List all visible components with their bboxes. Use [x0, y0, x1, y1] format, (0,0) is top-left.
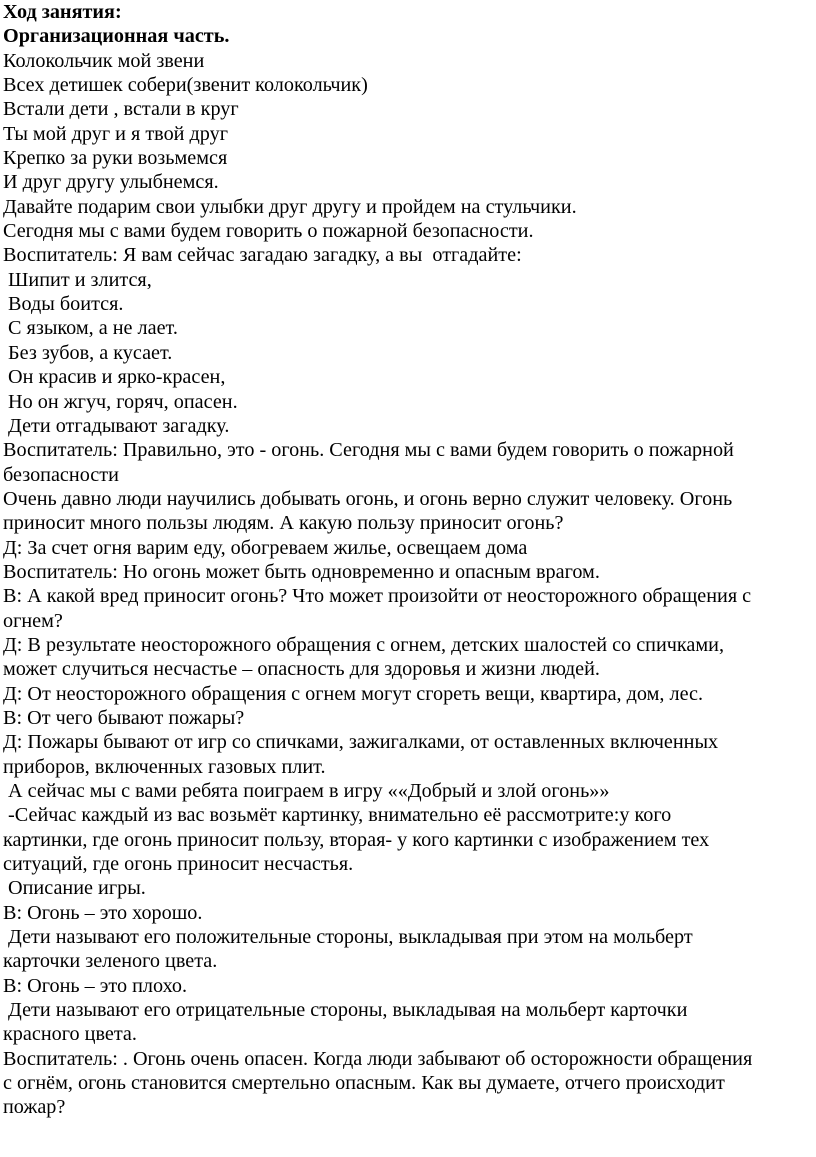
heading-line: Организационная часть. [3, 25, 230, 48]
text-line: Шипит и злится, [3, 268, 152, 291]
text-line: В: А какой вред приносит огонь? Что может произойти от неосторожного обращения с [3, 585, 752, 608]
heading-line: Ход занятия: [3, 1, 122, 23]
text-line: Дети отгадывают загадку. [3, 414, 230, 437]
text-line: Без зубов, а кусает. [3, 341, 173, 364]
text-line: красного цвета. [3, 1023, 137, 1046]
text-line: Описание игры. [3, 877, 146, 900]
text-line: Очень давно люди научились добывать огонь, и огонь верно служит человеку. Огонь [3, 487, 733, 510]
text-line: А сейчас мы с вами ребята поиграем в игру ««Добрый и злой огонь»» [3, 780, 610, 802]
text-line: с огнём, огонь становится смертельно опасным. Как вы думаете, отчего происходит [3, 1072, 725, 1095]
text-line: Дети называют его положительные стороны, выкладывая при этом на мольберт [3, 926, 693, 949]
text-line: Но он жгуч, горяч, опасен. [3, 390, 238, 413]
text-line: Воспитатель: Но огонь может быть одновременно и опасным врагом. [3, 560, 600, 583]
text-line: Сегодня мы с вами будем говорить о пожарной безопасности. [3, 220, 534, 243]
text-line: огнем? [3, 609, 63, 632]
text-line: С языком, а не лает. [3, 317, 178, 340]
text-line: И друг другу улыбнемся. [3, 171, 219, 194]
text-line: приборов, включенных газовых плит. [3, 755, 326, 778]
text-line: безопасности [3, 463, 119, 486]
text-line: Воспитатель: Правильно, это - огонь. Сегодня мы с вами будем говорить о пожарной [3, 439, 734, 462]
text-line: Воспитатель: Я вам сейчас загадаю загадку, а вы отгадайте: [3, 244, 522, 267]
text-line: Ты мой друг и я твой друг [3, 122, 228, 145]
text-line: Воспитатель: . Огонь очень опасен. Когда люди забывают об осторожности обращения [3, 1047, 753, 1070]
document-page [3, 0, 815, 1120]
text-line: Крепко за руки возьмемся [3, 147, 228, 170]
text-line: -Сейчас каждый из вас возьмёт картинку, внимательно её рассмотрите:у кого [3, 804, 672, 827]
text-line: В: Огонь – это хорошо. [3, 901, 203, 924]
text-line: пожар? [3, 1096, 66, 1119]
text-line: Встали дети , встали в круг [3, 98, 239, 121]
text-line: Д: Пожары бывают от игр со спичками, зажигалками, от оставленных включенных [3, 731, 719, 754]
text-line: карточки зеленого цвета. [3, 950, 218, 973]
text-line: Он красив и ярко-красен, [3, 366, 226, 389]
text-line: В: От чего бывают пожары? [3, 706, 245, 729]
text-line: В: Огонь – это плохо. [3, 974, 188, 997]
text-line: приносит много пользы людям. А какую пользу приносит огонь? [3, 512, 564, 535]
text-line: Давайте подарим свои улыбки друг другу и пройдем на стульчики. [3, 195, 577, 218]
text-line: Дети называют его отрицательные стороны, выкладывая на мольберт карточки [3, 999, 688, 1022]
text-line: Д: За счет огня варим еду, обогреваем жилье, освещаем дома [3, 536, 528, 559]
text-line: Д: В результате неосторожного обращения с огнем, детских шалостей со спичками, [3, 633, 725, 656]
text-line: Колокольчик мой звени [3, 49, 205, 72]
text-line: Д: От неосторожного обращения с огнем могут сгореть вещи, квартира, дом, лес. [3, 682, 704, 705]
text-line: картинки, где огонь приносит пользу, вторая- у кого картинки с изображением тех [3, 828, 710, 851]
text-line: Всех детишек собери(звенит колокольчик) [3, 74, 368, 97]
text-line: ситуаций, где огонь приносит несчастья. [3, 853, 354, 876]
text-line: может случиться несчастье – опасность для здоровья и жизни людей. [3, 658, 600, 681]
text-line: Воды боится. [3, 293, 124, 316]
